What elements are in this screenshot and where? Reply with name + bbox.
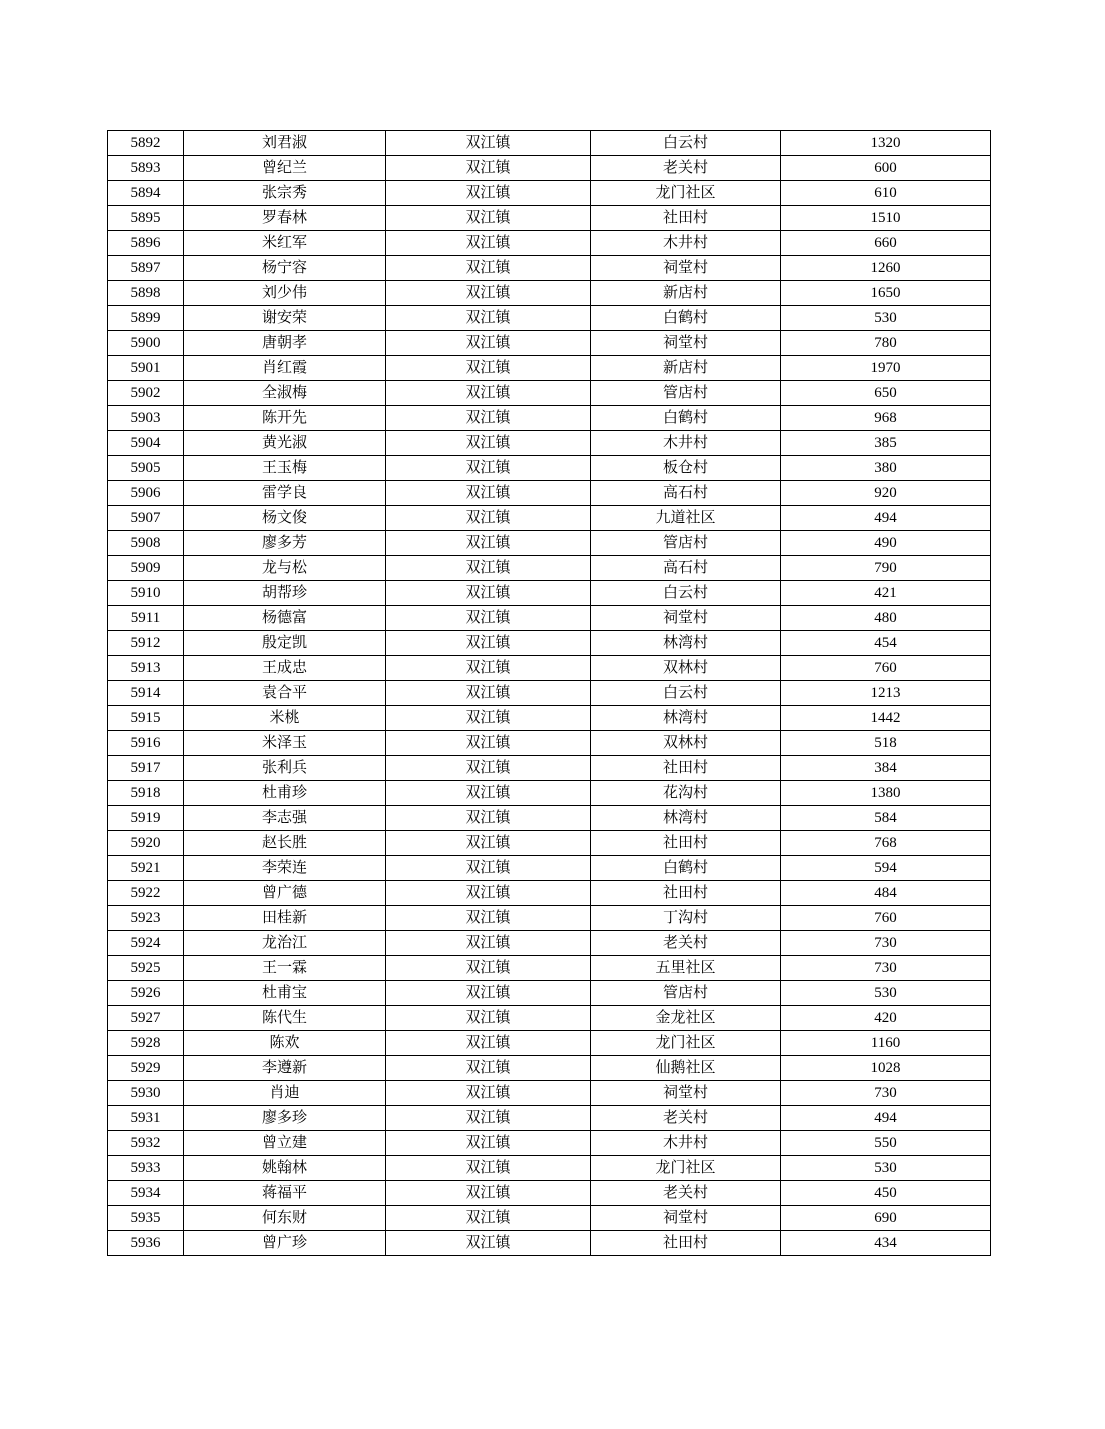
amount-cell: 1650 — [781, 281, 991, 306]
name-cell: 黄光淑 — [184, 431, 386, 456]
id-cell: 5927 — [108, 1006, 184, 1031]
town-cell: 双江镇 — [386, 231, 591, 256]
name-cell: 何东财 — [184, 1206, 386, 1231]
village-cell: 丁沟村 — [591, 906, 781, 931]
amount-cell: 730 — [781, 931, 991, 956]
town-cell: 双江镇 — [386, 331, 591, 356]
table-row — [108, 631, 991, 656]
village-cell: 管店村 — [591, 381, 781, 406]
table-row — [108, 406, 991, 431]
id-cell: 5931 — [108, 1106, 184, 1131]
amount-cell: 494 — [781, 1106, 991, 1131]
amount-cell: 530 — [781, 1156, 991, 1181]
village-cell: 新店村 — [591, 356, 781, 381]
id-cell: 5911 — [108, 606, 184, 631]
id-cell: 5896 — [108, 231, 184, 256]
table-row — [108, 956, 991, 981]
amount-cell: 1380 — [781, 781, 991, 806]
table-row — [108, 281, 991, 306]
village-cell: 新店村 — [591, 281, 781, 306]
table-row — [108, 1156, 991, 1181]
town-cell: 双江镇 — [386, 656, 591, 681]
id-cell: 5908 — [108, 531, 184, 556]
amount-cell: 1028 — [781, 1056, 991, 1081]
table-row — [108, 706, 991, 731]
amount-cell: 385 — [781, 431, 991, 456]
amount-cell: 1320 — [781, 131, 991, 156]
amount-cell: 600 — [781, 156, 991, 181]
id-cell: 5921 — [108, 856, 184, 881]
amount-cell: 530 — [781, 306, 991, 331]
town-cell: 双江镇 — [386, 1006, 591, 1031]
village-cell: 白鹤村 — [591, 306, 781, 331]
name-cell: 罗春林 — [184, 206, 386, 231]
town-cell: 双江镇 — [386, 256, 591, 281]
amount-cell: 790 — [781, 556, 991, 581]
table-row — [108, 556, 991, 581]
name-cell: 廖多珍 — [184, 1106, 386, 1131]
name-cell: 杨宁容 — [184, 256, 386, 281]
table-row — [108, 256, 991, 281]
town-cell: 双江镇 — [386, 306, 591, 331]
village-cell: 木井村 — [591, 1131, 781, 1156]
town-cell: 双江镇 — [386, 1131, 591, 1156]
name-cell: 赵长胜 — [184, 831, 386, 856]
town-cell: 双江镇 — [386, 506, 591, 531]
name-cell: 肖迪 — [184, 1081, 386, 1106]
id-cell: 5924 — [108, 931, 184, 956]
village-cell: 木井村 — [591, 231, 781, 256]
name-cell: 王成忠 — [184, 656, 386, 681]
town-cell: 双江镇 — [386, 581, 591, 606]
village-cell: 社田村 — [591, 831, 781, 856]
amount-cell: 1970 — [781, 356, 991, 381]
table-row — [108, 931, 991, 956]
town-cell: 双江镇 — [386, 1156, 591, 1181]
id-cell: 5903 — [108, 406, 184, 431]
town-cell: 双江镇 — [386, 1081, 591, 1106]
village-cell: 五里社区 — [591, 956, 781, 981]
village-cell: 祠堂村 — [591, 331, 781, 356]
village-cell: 白鹤村 — [591, 406, 781, 431]
name-cell: 陈代生 — [184, 1006, 386, 1031]
village-cell: 双林村 — [591, 731, 781, 756]
town-cell: 双江镇 — [386, 456, 591, 481]
village-cell: 白云村 — [591, 581, 781, 606]
name-cell: 曾广德 — [184, 881, 386, 906]
amount-cell: 730 — [781, 956, 991, 981]
amount-cell: 760 — [781, 656, 991, 681]
village-cell: 板仓村 — [591, 456, 781, 481]
town-cell: 双江镇 — [386, 781, 591, 806]
id-cell: 5934 — [108, 1181, 184, 1206]
name-cell: 袁合平 — [184, 681, 386, 706]
village-cell: 社田村 — [591, 881, 781, 906]
town-cell: 双江镇 — [386, 931, 591, 956]
amount-cell: 920 — [781, 481, 991, 506]
town-cell: 双江镇 — [386, 281, 591, 306]
village-cell: 林湾村 — [591, 806, 781, 831]
table-row — [108, 756, 991, 781]
id-cell: 5930 — [108, 1081, 184, 1106]
id-cell: 5925 — [108, 956, 184, 981]
village-cell: 祠堂村 — [591, 1206, 781, 1231]
village-cell: 花沟村 — [591, 781, 781, 806]
amount-cell: 518 — [781, 731, 991, 756]
amount-cell: 1260 — [781, 256, 991, 281]
id-cell: 5919 — [108, 806, 184, 831]
village-cell: 老关村 — [591, 1181, 781, 1206]
town-cell: 双江镇 — [386, 131, 591, 156]
name-cell: 田桂新 — [184, 906, 386, 931]
name-cell: 杨德富 — [184, 606, 386, 631]
table-row — [108, 606, 991, 631]
table-row — [108, 331, 991, 356]
id-cell: 5898 — [108, 281, 184, 306]
town-cell: 双江镇 — [386, 806, 591, 831]
town-cell: 双江镇 — [386, 1056, 591, 1081]
id-cell: 5920 — [108, 831, 184, 856]
town-cell: 双江镇 — [386, 1031, 591, 1056]
id-cell: 5895 — [108, 206, 184, 231]
name-cell: 米桃 — [184, 706, 386, 731]
table-row — [108, 981, 991, 1006]
town-cell: 双江镇 — [386, 356, 591, 381]
id-cell: 5901 — [108, 356, 184, 381]
id-cell: 5910 — [108, 581, 184, 606]
town-cell: 双江镇 — [386, 206, 591, 231]
village-cell: 白鹤村 — [591, 856, 781, 881]
id-cell: 5933 — [108, 1156, 184, 1181]
village-cell: 祠堂村 — [591, 256, 781, 281]
table-row — [108, 231, 991, 256]
table-row — [108, 156, 991, 181]
table-row — [108, 1181, 991, 1206]
table-row — [108, 506, 991, 531]
town-cell: 双江镇 — [386, 831, 591, 856]
id-cell: 5915 — [108, 706, 184, 731]
id-cell: 5916 — [108, 731, 184, 756]
town-cell: 双江镇 — [386, 731, 591, 756]
table-row — [108, 531, 991, 556]
village-cell: 老关村 — [591, 156, 781, 181]
name-cell: 龙与松 — [184, 556, 386, 581]
amount-cell: 584 — [781, 806, 991, 831]
village-cell: 白云村 — [591, 131, 781, 156]
town-cell: 双江镇 — [386, 531, 591, 556]
town-cell: 双江镇 — [386, 406, 591, 431]
name-cell: 张宗秀 — [184, 181, 386, 206]
table-row — [108, 206, 991, 231]
town-cell: 双江镇 — [386, 756, 591, 781]
amount-cell: 730 — [781, 1081, 991, 1106]
amount-cell: 660 — [781, 231, 991, 256]
amount-cell: 450 — [781, 1181, 991, 1206]
id-cell: 5932 — [108, 1131, 184, 1156]
id-cell: 5936 — [108, 1231, 184, 1256]
town-cell: 双江镇 — [386, 181, 591, 206]
amount-cell: 968 — [781, 406, 991, 431]
name-cell: 蒋福平 — [184, 1181, 386, 1206]
table-row — [108, 1206, 991, 1231]
id-cell: 5926 — [108, 981, 184, 1006]
table-row — [108, 806, 991, 831]
id-cell: 5918 — [108, 781, 184, 806]
name-cell: 曾广珍 — [184, 1231, 386, 1256]
village-cell: 木井村 — [591, 431, 781, 456]
village-cell: 仙鹅社区 — [591, 1056, 781, 1081]
town-cell: 双江镇 — [386, 481, 591, 506]
name-cell: 杜甫珍 — [184, 781, 386, 806]
village-cell: 白云村 — [591, 681, 781, 706]
town-cell: 双江镇 — [386, 381, 591, 406]
town-cell: 双江镇 — [386, 906, 591, 931]
id-cell: 5929 — [108, 1056, 184, 1081]
table-row — [108, 306, 991, 331]
amount-cell: 421 — [781, 581, 991, 606]
amount-cell: 690 — [781, 1206, 991, 1231]
name-cell: 米泽玉 — [184, 731, 386, 756]
amount-cell: 530 — [781, 981, 991, 1006]
table-row — [108, 581, 991, 606]
town-cell: 双江镇 — [386, 881, 591, 906]
name-cell: 米红军 — [184, 231, 386, 256]
amount-cell: 610 — [781, 181, 991, 206]
town-cell: 双江镇 — [386, 981, 591, 1006]
amount-cell: 650 — [781, 381, 991, 406]
name-cell: 胡帮珍 — [184, 581, 386, 606]
name-cell: 李荣连 — [184, 856, 386, 881]
table-row — [108, 431, 991, 456]
town-cell: 双江镇 — [386, 606, 591, 631]
amount-cell: 1442 — [781, 706, 991, 731]
amount-cell: 1213 — [781, 681, 991, 706]
village-cell: 高石村 — [591, 481, 781, 506]
id-cell: 5892 — [108, 131, 184, 156]
name-cell: 全淑梅 — [184, 381, 386, 406]
village-cell: 龙门社区 — [591, 1031, 781, 1056]
name-cell: 曾立建 — [184, 1131, 386, 1156]
id-cell: 5914 — [108, 681, 184, 706]
village-cell: 九道社区 — [591, 506, 781, 531]
id-cell: 5899 — [108, 306, 184, 331]
table-row — [108, 481, 991, 506]
id-cell: 5923 — [108, 906, 184, 931]
name-cell: 李志强 — [184, 806, 386, 831]
id-cell: 5928 — [108, 1031, 184, 1056]
table-row — [108, 906, 991, 931]
name-cell: 陈开先 — [184, 406, 386, 431]
village-cell: 龙门社区 — [591, 181, 781, 206]
table-row — [108, 456, 991, 481]
name-cell: 王一霖 — [184, 956, 386, 981]
town-cell: 双江镇 — [386, 1106, 591, 1131]
table-row — [108, 1106, 991, 1131]
id-cell: 5907 — [108, 506, 184, 531]
id-cell: 5912 — [108, 631, 184, 656]
village-cell: 老关村 — [591, 1106, 781, 1131]
name-cell: 雷学良 — [184, 481, 386, 506]
id-cell: 5900 — [108, 331, 184, 356]
name-cell: 李遵新 — [184, 1056, 386, 1081]
village-cell: 社田村 — [591, 1231, 781, 1256]
amount-cell: 454 — [781, 631, 991, 656]
name-cell: 王玉梅 — [184, 456, 386, 481]
id-cell: 5904 — [108, 431, 184, 456]
amount-cell: 1160 — [781, 1031, 991, 1056]
table-row — [108, 1006, 991, 1031]
id-cell: 5935 — [108, 1206, 184, 1231]
village-cell: 林湾村 — [591, 706, 781, 731]
id-cell: 5905 — [108, 456, 184, 481]
name-cell: 曾纪兰 — [184, 156, 386, 181]
table-row — [108, 356, 991, 381]
id-cell: 5893 — [108, 156, 184, 181]
town-cell: 双江镇 — [386, 631, 591, 656]
id-cell: 5913 — [108, 656, 184, 681]
town-cell: 双江镇 — [386, 1206, 591, 1231]
town-cell: 双江镇 — [386, 431, 591, 456]
name-cell: 张利兵 — [184, 756, 386, 781]
table-row — [108, 831, 991, 856]
town-cell: 双江镇 — [386, 681, 591, 706]
table-row — [108, 1131, 991, 1156]
table-row — [108, 681, 991, 706]
id-cell: 5897 — [108, 256, 184, 281]
amount-cell: 1510 — [781, 206, 991, 231]
village-cell: 双林村 — [591, 656, 781, 681]
amount-cell: 494 — [781, 506, 991, 531]
table-row — [108, 731, 991, 756]
name-cell: 杜甫宝 — [184, 981, 386, 1006]
amount-cell: 760 — [781, 906, 991, 931]
village-cell: 龙门社区 — [591, 1156, 781, 1181]
name-cell: 谢安荣 — [184, 306, 386, 331]
village-cell: 社田村 — [591, 756, 781, 781]
village-cell: 林湾村 — [591, 631, 781, 656]
name-cell: 肖红霞 — [184, 356, 386, 381]
name-cell: 唐朝孝 — [184, 331, 386, 356]
village-cell: 金龙社区 — [591, 1006, 781, 1031]
records-table-body — [108, 131, 991, 1256]
table-row — [108, 381, 991, 406]
name-cell: 殷定凯 — [184, 631, 386, 656]
table-row — [108, 181, 991, 206]
name-cell: 陈欢 — [184, 1031, 386, 1056]
id-cell: 5906 — [108, 481, 184, 506]
records-table — [107, 130, 991, 1256]
village-cell: 祠堂村 — [591, 606, 781, 631]
amount-cell: 780 — [781, 331, 991, 356]
amount-cell: 380 — [781, 456, 991, 481]
id-cell: 5917 — [108, 756, 184, 781]
town-cell: 双江镇 — [386, 956, 591, 981]
village-cell: 老关村 — [591, 931, 781, 956]
id-cell: 5922 — [108, 881, 184, 906]
town-cell: 双江镇 — [386, 1231, 591, 1256]
amount-cell: 434 — [781, 1231, 991, 1256]
name-cell: 杨文俊 — [184, 506, 386, 531]
town-cell: 双江镇 — [386, 706, 591, 731]
amount-cell: 480 — [781, 606, 991, 631]
table-row — [108, 1031, 991, 1056]
town-cell: 双江镇 — [386, 156, 591, 181]
table-row — [108, 656, 991, 681]
id-cell: 5902 — [108, 381, 184, 406]
name-cell: 刘君淑 — [184, 131, 386, 156]
name-cell: 龙治江 — [184, 931, 386, 956]
town-cell: 双江镇 — [386, 856, 591, 881]
table-row — [108, 1231, 991, 1256]
village-cell: 社田村 — [591, 206, 781, 231]
amount-cell: 420 — [781, 1006, 991, 1031]
amount-cell: 484 — [781, 881, 991, 906]
amount-cell: 490 — [781, 531, 991, 556]
village-cell: 管店村 — [591, 981, 781, 1006]
village-cell: 高石村 — [591, 556, 781, 581]
table-row — [108, 1081, 991, 1106]
village-cell: 管店村 — [591, 531, 781, 556]
amount-cell: 768 — [781, 831, 991, 856]
table-row — [108, 1056, 991, 1081]
table-row — [108, 856, 991, 881]
table-row — [108, 131, 991, 156]
id-cell: 5909 — [108, 556, 184, 581]
village-cell: 祠堂村 — [591, 1081, 781, 1106]
town-cell: 双江镇 — [386, 556, 591, 581]
table-row — [108, 881, 991, 906]
amount-cell: 384 — [781, 756, 991, 781]
town-cell: 双江镇 — [386, 1181, 591, 1206]
id-cell: 5894 — [108, 181, 184, 206]
name-cell: 姚翰林 — [184, 1156, 386, 1181]
table-row — [108, 781, 991, 806]
name-cell: 刘少伟 — [184, 281, 386, 306]
amount-cell: 550 — [781, 1131, 991, 1156]
amount-cell: 594 — [781, 856, 991, 881]
name-cell: 廖多芳 — [184, 531, 386, 556]
